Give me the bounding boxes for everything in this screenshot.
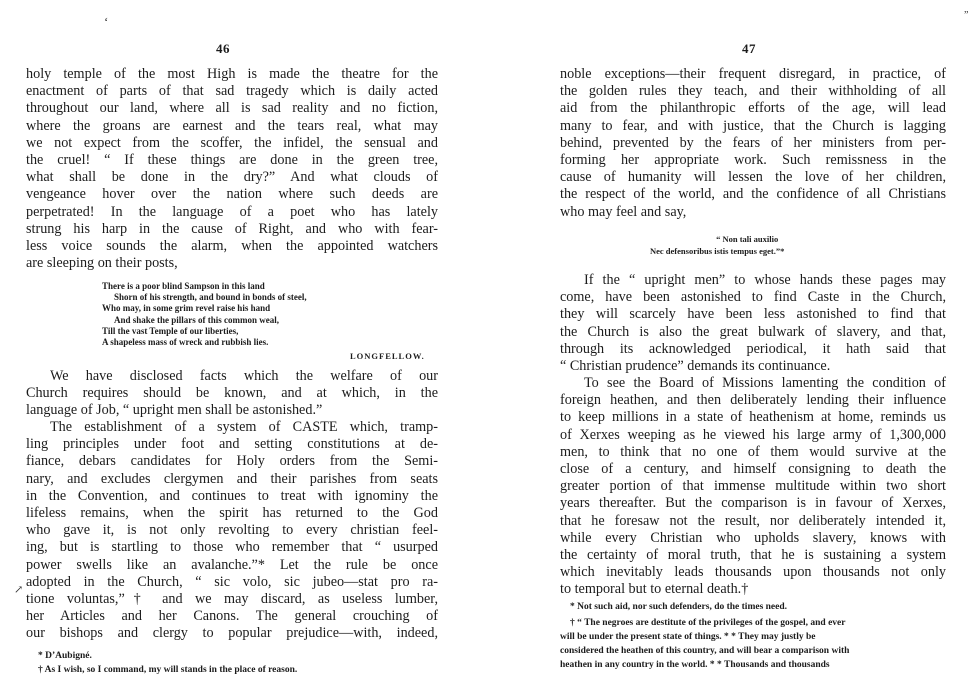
- poem-block: [102, 281, 307, 348]
- text-line: the respect of the world, and the confidence of all Christians: [560, 186, 946, 203]
- text-line: that he foresaw not the result, nor deliberately intended it,: [560, 512, 946, 529]
- text-line: cause of humanity will lessen the love of her children,: [560, 169, 946, 186]
- text-line: her Articles and her Canons. The general crouching of: [26, 608, 438, 625]
- text-line: nary, and excludes clergymen and their parishes from seats: [26, 470, 438, 487]
- footnotes: [570, 600, 787, 614]
- margin-mark: ↗: [14, 584, 24, 596]
- text-line: tione voluntas,”† and we may discard, as useless lumber,: [26, 591, 438, 608]
- page-number: 46: [216, 41, 230, 56]
- paragraph-2: [26, 368, 438, 420]
- footnote: † As I wish, so I command, my will stands in the place of reason.: [38, 665, 298, 675]
- quote-line: Nec defensoribus istis tempus eget.”*: [650, 246, 785, 256]
- text-line: our bishops and clergy to popular prejudice—with, indeed,: [26, 625, 438, 642]
- poem-line: And shake the pillars of this common weal,: [114, 314, 280, 325]
- text-line: We have disclosed facts which the welfare of our: [50, 368, 438, 384]
- text-line: men, to think that no one of them would survive at the: [560, 443, 946, 460]
- text-line: strung his harp in the cause of Right, and who with fear-: [26, 220, 438, 237]
- text-line: throughout our land, where all is sad reality and no fiction,: [26, 100, 438, 117]
- text-line: foreign heathen, and then deliberately lending their influence: [560, 392, 946, 409]
- poem-line: Till the vast Temple of our liberties,: [102, 325, 239, 336]
- text-line: “ Christian prudence” demands its continuance.: [560, 358, 831, 375]
- text-line: they will scarcely have been less astonished to find that: [560, 306, 946, 323]
- text-line: the cruel! “ If these things are done in the green tree,: [26, 152, 438, 169]
- text-line: forming her appropriate work. Such remissness in the: [560, 152, 946, 169]
- text-line: years thereafter. But the comparison is in favour of Xerxes,: [560, 495, 946, 512]
- text-line: who gave it, is not only revolting to every christian feel-: [26, 522, 438, 539]
- text-line: adopted in the Church, “ sic volo, sic jubeo—stat pro ra-: [26, 573, 438, 590]
- text-line: where the groans are earnest and the tears real, what may: [26, 117, 438, 134]
- latin-quote: [650, 233, 784, 257]
- poem-attribution: LONGFELLOW.: [350, 351, 425, 361]
- footnote: considered the heathen of this country, and will bear a comparison with: [560, 646, 850, 656]
- text-line: To see the Board of Missions lamenting the condition of: [584, 375, 946, 391]
- paragraph-1: [560, 66, 946, 221]
- text-line: many to fear, and with justice, that the Church is lagging: [560, 117, 946, 134]
- text-line: which inevitably leads thousands upon thousands not only: [560, 564, 946, 581]
- text-line: noble exceptions—their frequent disregard, in practice, of: [560, 66, 946, 82]
- text-line: language of Job, “ upright men shall be astonished.”: [26, 402, 323, 419]
- text-line: vengeance hover over the nation where such deeds are: [26, 186, 438, 203]
- text-line: we not expect from the scoffer, the infidel, the sensual and: [26, 134, 438, 151]
- text-line: less voice sounds the alarm, when the appointed watchers: [26, 238, 438, 255]
- poem-line: A shapeless mass of wreck and rubbish lies.: [102, 337, 269, 348]
- footnotes: [38, 649, 297, 677]
- text-line: The establishment of a system of CASTE which, tramp-: [50, 419, 438, 435]
- poem-line: Shorn of his strength, and bound in bonds of steel,: [114, 292, 307, 303]
- text-line: behind, prevented by the fears of her ministers from per-: [560, 134, 946, 151]
- text-line: lifeless remains, when the spirit has returned to the God: [26, 505, 438, 522]
- paragraph-3: [26, 419, 438, 643]
- paragraph-3: [560, 375, 946, 599]
- text-line: of Xerxes weeping as he viewed his large army of 1,300,000: [560, 426, 946, 443]
- text-line: what shall be done in the dry?” And what clouds of: [26, 169, 438, 186]
- footnote: * Not such aid, nor such defenders, do the times need.: [570, 602, 788, 612]
- text-line: come, have been astonished to find Caste in the Church,: [560, 289, 946, 306]
- text-line: are sleeping on their posts,: [26, 255, 178, 272]
- footnote: will be under the present state of things. * * They may justly be: [560, 632, 816, 642]
- footnote: † “ The negroes are destitute of the privileges of the gospel, and ever: [570, 618, 846, 628]
- text-line: who may feel and say,: [560, 203, 687, 220]
- text-line: through its acknowledged periodical, it hath said that: [560, 340, 946, 357]
- page-number: 47: [742, 41, 756, 56]
- text-line: to keep millions in a state of heathenism at home, reminds us: [560, 409, 946, 426]
- footnote: * D’Aubigné.: [38, 651, 92, 661]
- text-line: fiance, debars candidates for Holy orders from the Semi-: [26, 453, 438, 470]
- quote-line: “ Non tali auxilio: [716, 234, 779, 244]
- ink-speck: ‘: [104, 14, 109, 29]
- right-page: [490, 0, 980, 699]
- text-line: the Church is also the great bulwark of slavery, and that,: [560, 323, 946, 340]
- poem-line: There is a poor blind Sampson in this land: [102, 281, 265, 291]
- text-line: while every Christian who upholds slavery, knows with: [560, 529, 946, 546]
- text-line: aid from the philanthropic efforts of the age, will lead: [560, 100, 946, 117]
- paragraph-2: [560, 272, 946, 375]
- text-line: ing, but is startling to those who remember that “ usurped: [26, 539, 438, 556]
- text-line: holy temple of the most High is made the theatre for the: [26, 66, 438, 82]
- poem-line: Who may, in some grim revel raise his hand: [102, 303, 271, 314]
- text-line: perpetrated! In the language of a poet who has lately: [26, 203, 438, 220]
- text-line: in the Convention, and continues to treat with ignominy the: [26, 487, 438, 504]
- margin-mark: „: [964, 4, 969, 15]
- paragraph-1: [26, 66, 438, 272]
- text-line: greater portion of that immense multitude within two short: [560, 478, 946, 495]
- text-line: to temporal but to eternal death.†: [560, 581, 749, 598]
- text-line: ling principles under foot and setting constitutions at de-: [26, 436, 438, 453]
- text-line: power swells like an avalanche.”* Let the rule be once: [26, 556, 438, 573]
- footnotes: [560, 616, 849, 672]
- text-line: close of a century, and himself consigning to death the: [560, 461, 946, 478]
- text-line: Church requires should be known, and at which, in the: [26, 385, 438, 402]
- text-line: the golden rules they teach, and their withholding of all: [560, 83, 946, 100]
- text-line: enactment of parts of that sad tragedy which is daily acted: [26, 83, 438, 100]
- text-line: If the “ upright men” to whose hands these pages may: [584, 272, 946, 288]
- text-line: the certainty of moral truth, that he is sustaining a system: [560, 547, 946, 564]
- footnote: heathen in any country in the world. * * Thousands and thousands: [560, 660, 830, 670]
